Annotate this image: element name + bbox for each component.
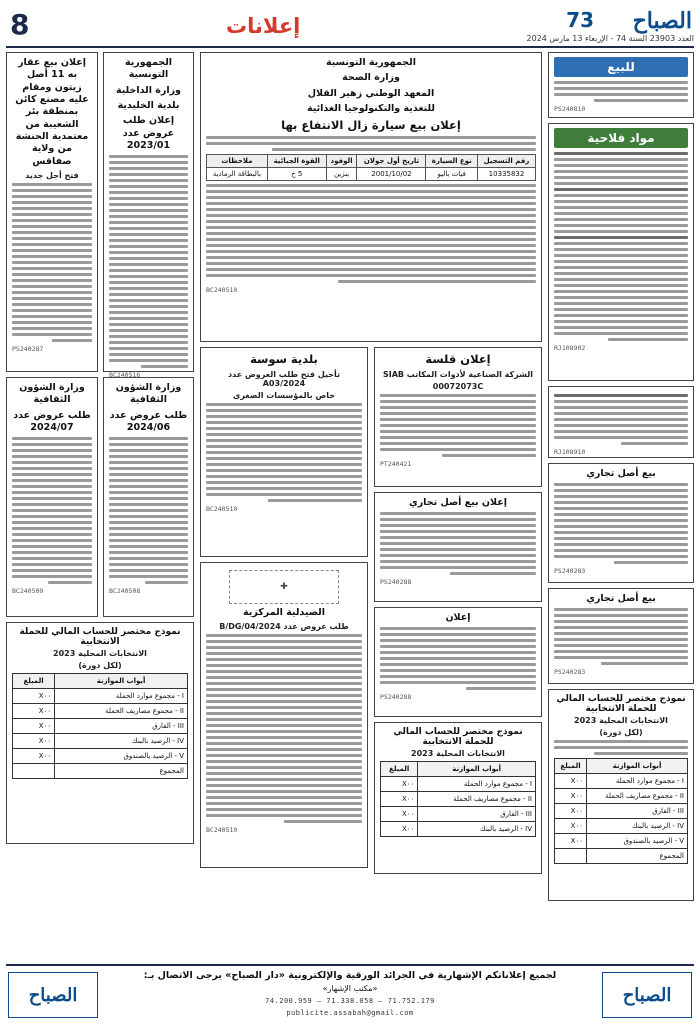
ad-ref: BC240510 bbox=[206, 286, 238, 295]
ad-body bbox=[380, 512, 536, 575]
table-row: IV - الرصيد بالبنك X٠٠ bbox=[381, 822, 536, 837]
ad-body bbox=[12, 183, 92, 342]
ad-body bbox=[206, 403, 362, 502]
ad-body bbox=[109, 155, 188, 368]
ad-headline: إعلان بيع سيارة زال الانتفاع بها bbox=[281, 118, 461, 133]
section-title: إعلانات bbox=[226, 14, 301, 38]
ad-headline: بيع أصل تجاري bbox=[586, 593, 656, 604]
ad-ref: PS240288 bbox=[380, 578, 412, 587]
footer-contact bbox=[106, 970, 594, 1017]
finance-title: نموذج مختصر للحساب المالي للحملة الانتخابية bbox=[556, 694, 686, 714]
ad-headline: إعلان قلسة bbox=[425, 352, 491, 366]
ad-central-pharmacy bbox=[200, 562, 368, 868]
middle-left-sub bbox=[200, 347, 368, 879]
ad-ref: PS240810 bbox=[554, 105, 586, 113]
ad-headline: طلب عروض عدد 2024/07 bbox=[13, 409, 91, 434]
vehicle-table: رقم التسجيل نوع السيارة تاريخ أول جولان الوقود القوة الجبائية ملاحظات 10335832 فيات باليو 2001/10/02 بنزين 5 خ بالبطاقة الرمادية bbox=[206, 154, 536, 181]
ad-ref: BC240508 bbox=[109, 587, 141, 596]
ad-body bbox=[554, 394, 688, 445]
ad-body bbox=[109, 437, 188, 584]
ad-headline: إعلان طلب عروض عدد 2023/01 bbox=[122, 115, 175, 152]
ad-ref: BC240509 bbox=[12, 587, 44, 596]
table-row: III - الفارق X٠٠ bbox=[381, 807, 536, 822]
header-rule bbox=[6, 46, 694, 48]
ad-headline: الصيدلية المركزية bbox=[243, 607, 325, 618]
ad-body bbox=[380, 627, 536, 690]
ad-ref: BC240510 bbox=[206, 504, 238, 513]
table-row: II - مجموع مصاريف الحملة X٠٠ bbox=[13, 704, 188, 719]
footer-email[interactable]: publicite.assabah@gmail.com bbox=[286, 1009, 414, 1017]
ad-ref: RJ108910 bbox=[554, 448, 586, 456]
ad-body bbox=[554, 483, 688, 564]
ad-culture-1 bbox=[6, 377, 98, 617]
finance-subtitle: الانتخابات المحلية 2023 bbox=[411, 749, 505, 758]
finance-subtitle: الانتخابات المحلية 2023 bbox=[574, 716, 668, 725]
masthead bbox=[464, 8, 694, 43]
ad-subtitle: فتح أجل جديد bbox=[25, 171, 79, 181]
footer-logo-left: الصباح bbox=[8, 972, 98, 1018]
ad-body bbox=[554, 81, 688, 102]
ad-ref: PS240287 bbox=[12, 345, 44, 354]
ad-title: الجمهورية التونسية bbox=[326, 57, 416, 68]
ad-title: وزارة الداخلية bbox=[116, 84, 181, 96]
table-row: V - الرصيد بالصندوق X٠٠ bbox=[555, 834, 688, 849]
finance-round: (لكل دورة) bbox=[599, 728, 643, 737]
ad-title: بلدية الخليدية bbox=[117, 100, 180, 112]
ad-agri bbox=[548, 123, 694, 381]
finance-round: (لكل دورة) bbox=[78, 661, 122, 670]
table-row: I - مجموع موارد الحملة X٠٠ bbox=[13, 689, 188, 704]
finance-table bbox=[554, 758, 688, 864]
ad-olive-property bbox=[6, 52, 98, 372]
footer-office: «مكتب الإشهار» bbox=[322, 984, 378, 993]
finance-form-left bbox=[6, 622, 194, 844]
column-right bbox=[548, 52, 694, 906]
left-left-sub bbox=[6, 52, 98, 622]
finance-col-amount: المبلغ bbox=[555, 759, 587, 774]
finance-table: أبواب الموازنة المبلغ I - مجموع موارد الحملة X٠٠ II - مجموع مصاريف الحملة X٠٠ III - الفارق X٠٠ IV - الرصيد بالبنك X٠٠ bbox=[380, 761, 536, 837]
ad-notice bbox=[374, 607, 542, 717]
footer-cta: لجميع إعلاناتكم الإشهارية في الجرائد الورقية والإلكترونية «دار الصباح» يرجى الاتصال بـ: bbox=[143, 970, 557, 981]
ad-body bbox=[12, 437, 92, 584]
page-footer bbox=[6, 964, 694, 1024]
ad-title: وزارة الشؤون الثقافية bbox=[115, 382, 182, 406]
ad-headline: إعلان bbox=[445, 612, 471, 623]
left-split bbox=[6, 52, 194, 622]
finance-form-middle bbox=[374, 722, 542, 874]
table-row: I - مجموع موارد الحملة X٠٠ bbox=[381, 777, 536, 792]
finance-subtitle: الانتخابات المحلية 2023 bbox=[53, 649, 147, 658]
ad-subtitle: طلب عروض عدد 2024/B/DG/04 bbox=[219, 622, 349, 632]
page-number: 8 bbox=[10, 8, 30, 41]
date-line: العدد 23903 السنة 74 - الإربعاء 13 مارس 2024 bbox=[526, 34, 694, 43]
ad-ref: PS240288 bbox=[380, 693, 412, 702]
finance-col-item: أبواب الموازنة bbox=[587, 759, 688, 774]
masthead-logo: الصباح bbox=[632, 8, 692, 34]
banner-agri: مواد فلاحية bbox=[554, 128, 688, 148]
ad-subtitle: تأجيل فتح طلب العروض عدد 2024/A03 bbox=[227, 369, 341, 388]
ad-body bbox=[206, 136, 536, 151]
ad-headline: إعلان بيع أصل تجاري bbox=[409, 497, 507, 508]
table-row: IV - الرصيد بالبنك X٠٠ bbox=[555, 819, 688, 834]
finance-title: نموذج مختصر للحساب المالي للحملة الانتخابية bbox=[393, 727, 523, 747]
finance-form-right bbox=[548, 689, 694, 901]
table-row: III - الفارق X٠٠ bbox=[13, 719, 188, 734]
column-middle bbox=[200, 52, 542, 879]
banner-for-sale: للبيع bbox=[554, 57, 688, 77]
ad-subtitle: الشركة الصناعية لأدوات المكاتب SIAB bbox=[382, 369, 534, 379]
ad-title: المعهد الوطني زهير القلال bbox=[307, 87, 435, 99]
finance-meta bbox=[554, 740, 688, 755]
ad-title: وزارة الشؤون الثقافية bbox=[19, 382, 85, 406]
ad-trade-1 bbox=[548, 463, 694, 583]
ad-culture-2 bbox=[103, 377, 194, 617]
column-left bbox=[6, 52, 194, 849]
table-row: V - الرصيد بالصندوق X٠٠ bbox=[13, 749, 188, 764]
ad-body bbox=[206, 634, 362, 823]
ad-company-siab bbox=[374, 347, 542, 487]
ad-headline: بلدية سوسة bbox=[250, 352, 318, 366]
ad-sousse-municipality bbox=[200, 347, 368, 557]
table-row: المجموع bbox=[13, 764, 188, 779]
finance-table: أبواب الموازنة المبلغ I - مجموع موارد الحملة X٠٠ II - مجموع مصاريف الحملة X٠٠ III - الفارق X٠٠ IV - الرصيد بالبنك X٠٠ V - الرصيد بالصندوق X٠٠ المجموع bbox=[12, 673, 188, 779]
ad-agri-2 bbox=[548, 386, 694, 458]
footer-phones: 71.752.179 — 71.338.058 — 74.200.959 bbox=[265, 997, 435, 1005]
table-row: II - مجموع مصاريف الحملة X٠٠ bbox=[555, 789, 688, 804]
ad-headline: طلب عروض عدد 2024/06 bbox=[109, 409, 188, 434]
left-right-sub bbox=[103, 52, 194, 622]
ad-title: للتغذية والتكنولوجيا الغذائية bbox=[306, 103, 436, 115]
ad-headline: بيع أصل تجاري bbox=[586, 468, 656, 479]
page-header bbox=[6, 8, 694, 42]
ad-body bbox=[554, 152, 688, 341]
ad-ref: RJ108902 bbox=[554, 344, 586, 352]
table-row: 10335832 فيات باليو 2001/10/02 بنزين 5 خ بالبطاقة الرمادية bbox=[207, 168, 536, 181]
ad-body bbox=[380, 394, 536, 457]
ad-ref: BC240510 bbox=[206, 826, 238, 835]
ad-interior-khelidia bbox=[103, 52, 194, 380]
ad-body bbox=[554, 608, 688, 665]
ad-trade-2 bbox=[374, 492, 542, 602]
ad-note: خاص بالمؤسسات الصغرى bbox=[233, 390, 335, 400]
table-row: III - الفارق X٠٠ bbox=[555, 804, 688, 819]
ad-title: الجمهورية التونسية bbox=[124, 57, 173, 81]
ad-trade-3 bbox=[548, 588, 694, 684]
table-row: I - مجموع موارد الحملة X٠٠ bbox=[555, 774, 688, 789]
ad-title: وزارة الصحة bbox=[342, 72, 400, 84]
finance-title: نموذج مختصر للحساب المالي للحملة الانتخابية bbox=[19, 627, 181, 647]
table-row: II - مجموع مصاريف الحملة X٠٠ bbox=[381, 792, 536, 807]
ad-ref: PS240283 bbox=[554, 668, 586, 677]
ad-ref: BC240516 bbox=[109, 371, 141, 380]
ad-body bbox=[206, 184, 536, 283]
middle-split bbox=[200, 347, 542, 879]
ad-nutrition-institute bbox=[200, 52, 542, 342]
issue-number-badge: 73 bbox=[566, 8, 594, 32]
pharmacy-logo: ✚ bbox=[229, 570, 338, 604]
ad-ref: PS240283 bbox=[554, 567, 586, 576]
ad-for-sale bbox=[548, 52, 694, 118]
ad-ref: PT240421 bbox=[380, 459, 412, 468]
ad-headline: إعلان بيع عقار به 11 أصل زيتون ومقام عليه مصنع كائن بمنطقة بئر الشعيبة من معتمدية الحنشة من ولاية صفاقس bbox=[15, 57, 89, 167]
table-row: IV - الرصيد بالبنك X٠٠ bbox=[13, 734, 188, 749]
ad-number: 00072073C bbox=[432, 381, 484, 391]
middle-right-sub bbox=[374, 347, 542, 879]
footer-logo-right: الصباح bbox=[602, 972, 692, 1018]
table-row: المجموع bbox=[555, 849, 688, 864]
